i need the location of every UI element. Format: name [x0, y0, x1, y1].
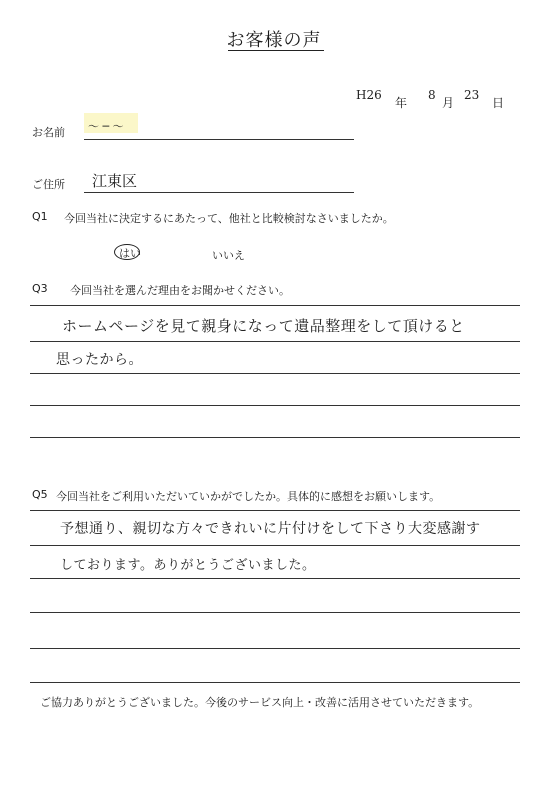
q1-yes-option: はい	[119, 247, 141, 260]
q3-answer-line-1: ホームページを見て親身になって遺品整理をして頂けると	[62, 317, 465, 335]
q1-number: Q1	[32, 210, 48, 223]
date-day-unit: 日	[492, 96, 505, 110]
date-month: 8	[428, 88, 436, 102]
q5-answer-line-2: しております。ありがとうございました。	[60, 558, 316, 573]
date-era-year: H26	[356, 88, 382, 102]
name-value: 〜 ─ 〜	[88, 120, 124, 133]
q5-answer-line-1: 予想通り、親切な方々できれいに片付けをして下さり大変感謝す	[60, 521, 481, 537]
footer-note: ご協力ありがとうございました。今後のサービス向上・改善に活用させていただきます。	[40, 696, 480, 709]
page-title: お客様の声	[226, 30, 322, 51]
q1-no-option: いいえ	[212, 249, 245, 262]
q5-question: 今回当社をご利用いただいていかがでしたか。具体的に感想をお願いします。	[56, 490, 441, 503]
q5-line-1	[30, 510, 520, 511]
q3-number: Q3	[32, 282, 48, 295]
date-year-unit: 年	[395, 96, 408, 110]
title-underline	[228, 50, 324, 51]
q5-line-5	[30, 648, 520, 649]
q1-selected-circle	[114, 244, 140, 260]
q3-answer-line-2: 思ったから。	[56, 352, 143, 368]
address-label: ご住所	[32, 178, 65, 191]
q1-question: 今回当社に決定するにあたって、他社と比較検討なさいましたか。	[64, 212, 394, 225]
name-underline	[84, 139, 354, 140]
q5-line-6	[30, 682, 520, 683]
address-underline	[84, 192, 354, 193]
name-label: お名前	[32, 126, 65, 139]
q3-line-5	[30, 437, 520, 438]
date-month-unit: 月	[442, 96, 455, 110]
q3-line-1	[30, 305, 520, 306]
q5-line-3	[30, 578, 520, 579]
q5-line-4	[30, 612, 520, 613]
q5-number: Q5	[32, 488, 48, 501]
q5-line-2	[30, 545, 520, 546]
q3-line-4	[30, 405, 520, 406]
date-day: 23	[464, 88, 480, 102]
q3-question: 今回当社を選んだ理由をお聞かせください。	[70, 284, 290, 297]
q3-line-3	[30, 373, 520, 374]
q3-line-2	[30, 341, 520, 342]
address-value: 江東区	[92, 172, 138, 190]
